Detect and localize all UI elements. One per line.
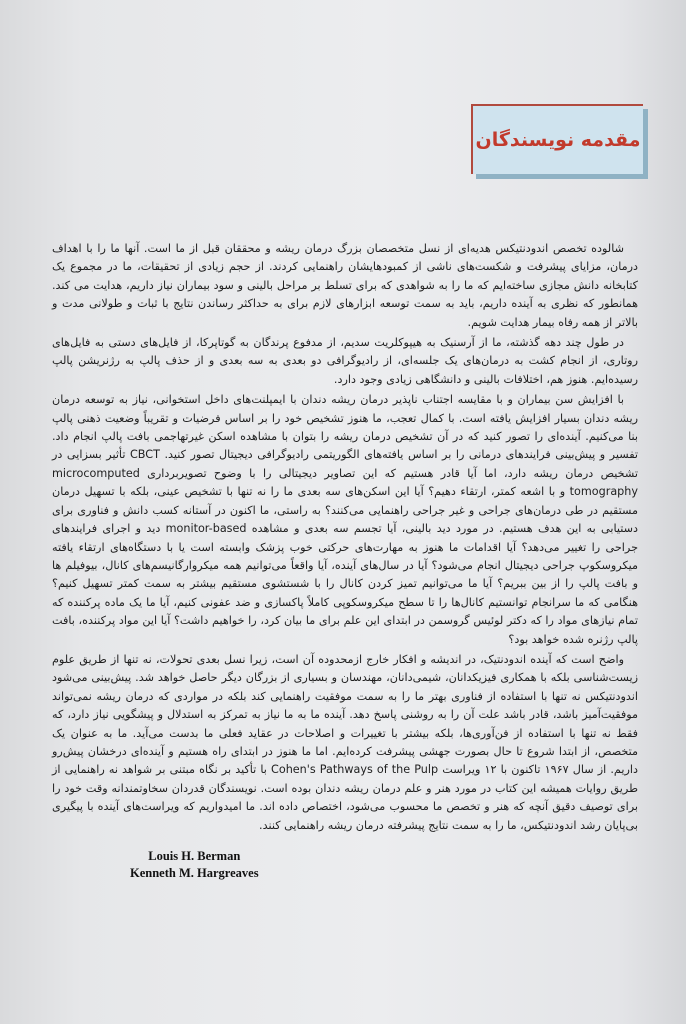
paragraph: در طول چند دهه گذشته، ما از آرسنیک به هیپوکلریت سدیم، از مدفوع پرندگان به گوتاپرکا، از فایل‌های دستی به فایل‌های روتاری، از انجام کشت به درمان‌های یک جلسه‌ای، از رادیوگرافی دو بعدی به سه بعدی و از حذف پالپ به رژنریشن پالپ رسیده‌ایم. هنوز هم، اختلافات بالینی و دانشگاهی زیادی وجود دارد. xyxy=(52,336,638,386)
paragraph: واضح است که آینده اندودنتیک، در اندیشه و افکار خارج ازمحدوده آن است، زیرا نسل بعدی تحولات، نه تنها از طریق علوم زیست‌شناسی بلکه با همکاری فیزیکدانان، شیمی‌دانان، مهندسان و بسیاری از بزرگان دیگر حاصل خواهد شد. پیش‌بینی می‌شود اندودنتیکس نه تنها با استفاده از فناوری بهتر ما را به سمت موفقیت راهنمایی کند بلکه در مواردی که درمان ریشه نمی‌تواند موفقیت‌آمیز باشد، قادر باشد علت آن را به روشنی پاسخ دهد. آینده ما به ما نیاز به تمرکز به استدلال و پیشگویی نیاز دارد، که فقط نه تنها با استفاده از فن‌آوری‌ها، بلکه بیشتر با تغییرات و اصلاحات در عقاید فعلی ما بدست می‌آید. ما به عنوان یک متخصص، از ابتدا شروع تا حال بصورت جهشی پیشرفت کرده‌ایم. اما ما هنوز در ابتدای راه هستیم و آینده‌ای درخشان پیش‌رو داریم. از سال ۱۹۶۷ تاکنون با ۱۲ ویراست Cohen's Pathways of the Pulp با تأکید بر نگاه مبتنی بر شواهد نه راهنمایی از طریق روایات همیشه این کتاب در مورد هنر و علم درمان ریشه دندان بوده است. نویسندگان قدردان سخاوتمندانه وقت خود را برای توصیف دقیق آنچه که هنر و تخصص ما محسوب می‌شود، اختصاص داده اند. ما امیدواریم که ویراست‌های آینده با پیگیری بی‌پایان رشد اندودنتیکس، ما را به سمت نتایج پیشرفته درمان ریشه راهنمایی کنند. xyxy=(52,652,638,832)
author-name: Louis H. Berman xyxy=(148,849,241,863)
paragraph: شالوده تخصص اندودنتیکس هدیه‌ای از نسل متخصصان بزرگ درمان ریشه و محققان قبل از ما است. آنها ما را با اهداف درمان، مزایای پیشرفت و شکست‌های ناشی از کمبودهایشان راهنمایی کردند. از حجم زیادی از تحقیقات، ما در مجموع یک کتابخانه دانش مجازی ساخته‌ایم که ما را به شواهدی که برای تسلط بر مراحل بالینی و سود بیماران نیاز داریم، هدایت می کند. همانطور که نظری به آینده داریم، باید به سمت توسعه ابزارهای لازم برای به حداکثر رساندن نتایج با ثبات و طولانی مدت و بالاتر از همه رفاه بیمار هدایت شویم. xyxy=(52,242,638,329)
author-name: Kenneth M. Hargreaves xyxy=(130,866,259,880)
section-title: مقدمه نویسندگان xyxy=(475,129,641,151)
paragraph: با افزایش سن بیماران و با مقایسه اجتناب ناپذیر درمان ریشه دندان با ایمپلنت‌های داخل استخوانی، نیاز به توسعه درمان ریشه دندان بسیار افزایش یافته است. با کمال تعجب، ما هنوز تشخیص خود را بر اساس فرضیات و تقریباً وضعیت ذهنی پالپ بنا می‌کنیم. آینده‌ای را تصور کنید که در آن تشخیص درمان ریشه را بتوان با مشاهده اسکن غیرتهاجمی بافت پالپ انجام داد. تفسیر و پیش‌بینی فرایندهای درمانی را بر اساس یافته‌های الگوریتمی رادیوگرافی دیجیتال تصور کنید. CBCT تأثیر بسزایی در تشخیص درمان ریشه دارد، اما آیا قادر هستیم که این تصاویر دیجیتالی را با وضوح تصویربرداری microcomputed tomography و با اشعه کمتر، ارتقاء دهیم؟ آیا این اسکن‌های سه بعدی ما را نه تنها با تشخیص عینی، بلکه با تسهیل درمان مستقیم در طی درمان‌های جراحی و غیر جراحی راهنمایی می‌کنند؟ به راستی، ما اکنون در آستانه کسب دانش و فناوری برای دستیابی به این هدف هستیم. در مورد دید بالینی، آیا تجسم سه بعدی و مشاهده monitor-based دید و اجرای فرایندهای جراحی را تغییر می‌دهد؟ آیا اقدامات ما هنوز به مهارت‌های حرکتی خوب پزشک وابسته است یا با دستگاه‌های ارتقاء یافته میکروسکوپ جراحی دیجیتال انجام می‌شود؟ آیا در سال‌های آینده، آیا واقعاً می‌توانیم همه میکروارگانیسم‌های کانال، بیوفیلم ها و بافت پالپ را از بین ببریم؟ آیا ما می‌توانیم تمیز کردن کانال را با شستشوی مستقیم بیشتر به سمت کمتر تسهیل کنیم؟ هنگامی که ما سرانجام توانستیم کانال‌ها را تا سطح میکروسکوپی کاملاً پاکسازی و ضد عفونی کنیم، آیا ما یک ماده پرکننده که تمام نیازهای مواد را که دکتر لوئیس گروسمن در ابتدای این علم برای ما بیان کرد، را خواهیم داشت؟ آیا این مواد پرکننده، بافت پالپ رژنره شده خواهد بود؟ xyxy=(52,393,638,646)
authors-block xyxy=(130,848,259,882)
preface-body xyxy=(52,240,638,837)
section-title-box xyxy=(471,104,643,174)
